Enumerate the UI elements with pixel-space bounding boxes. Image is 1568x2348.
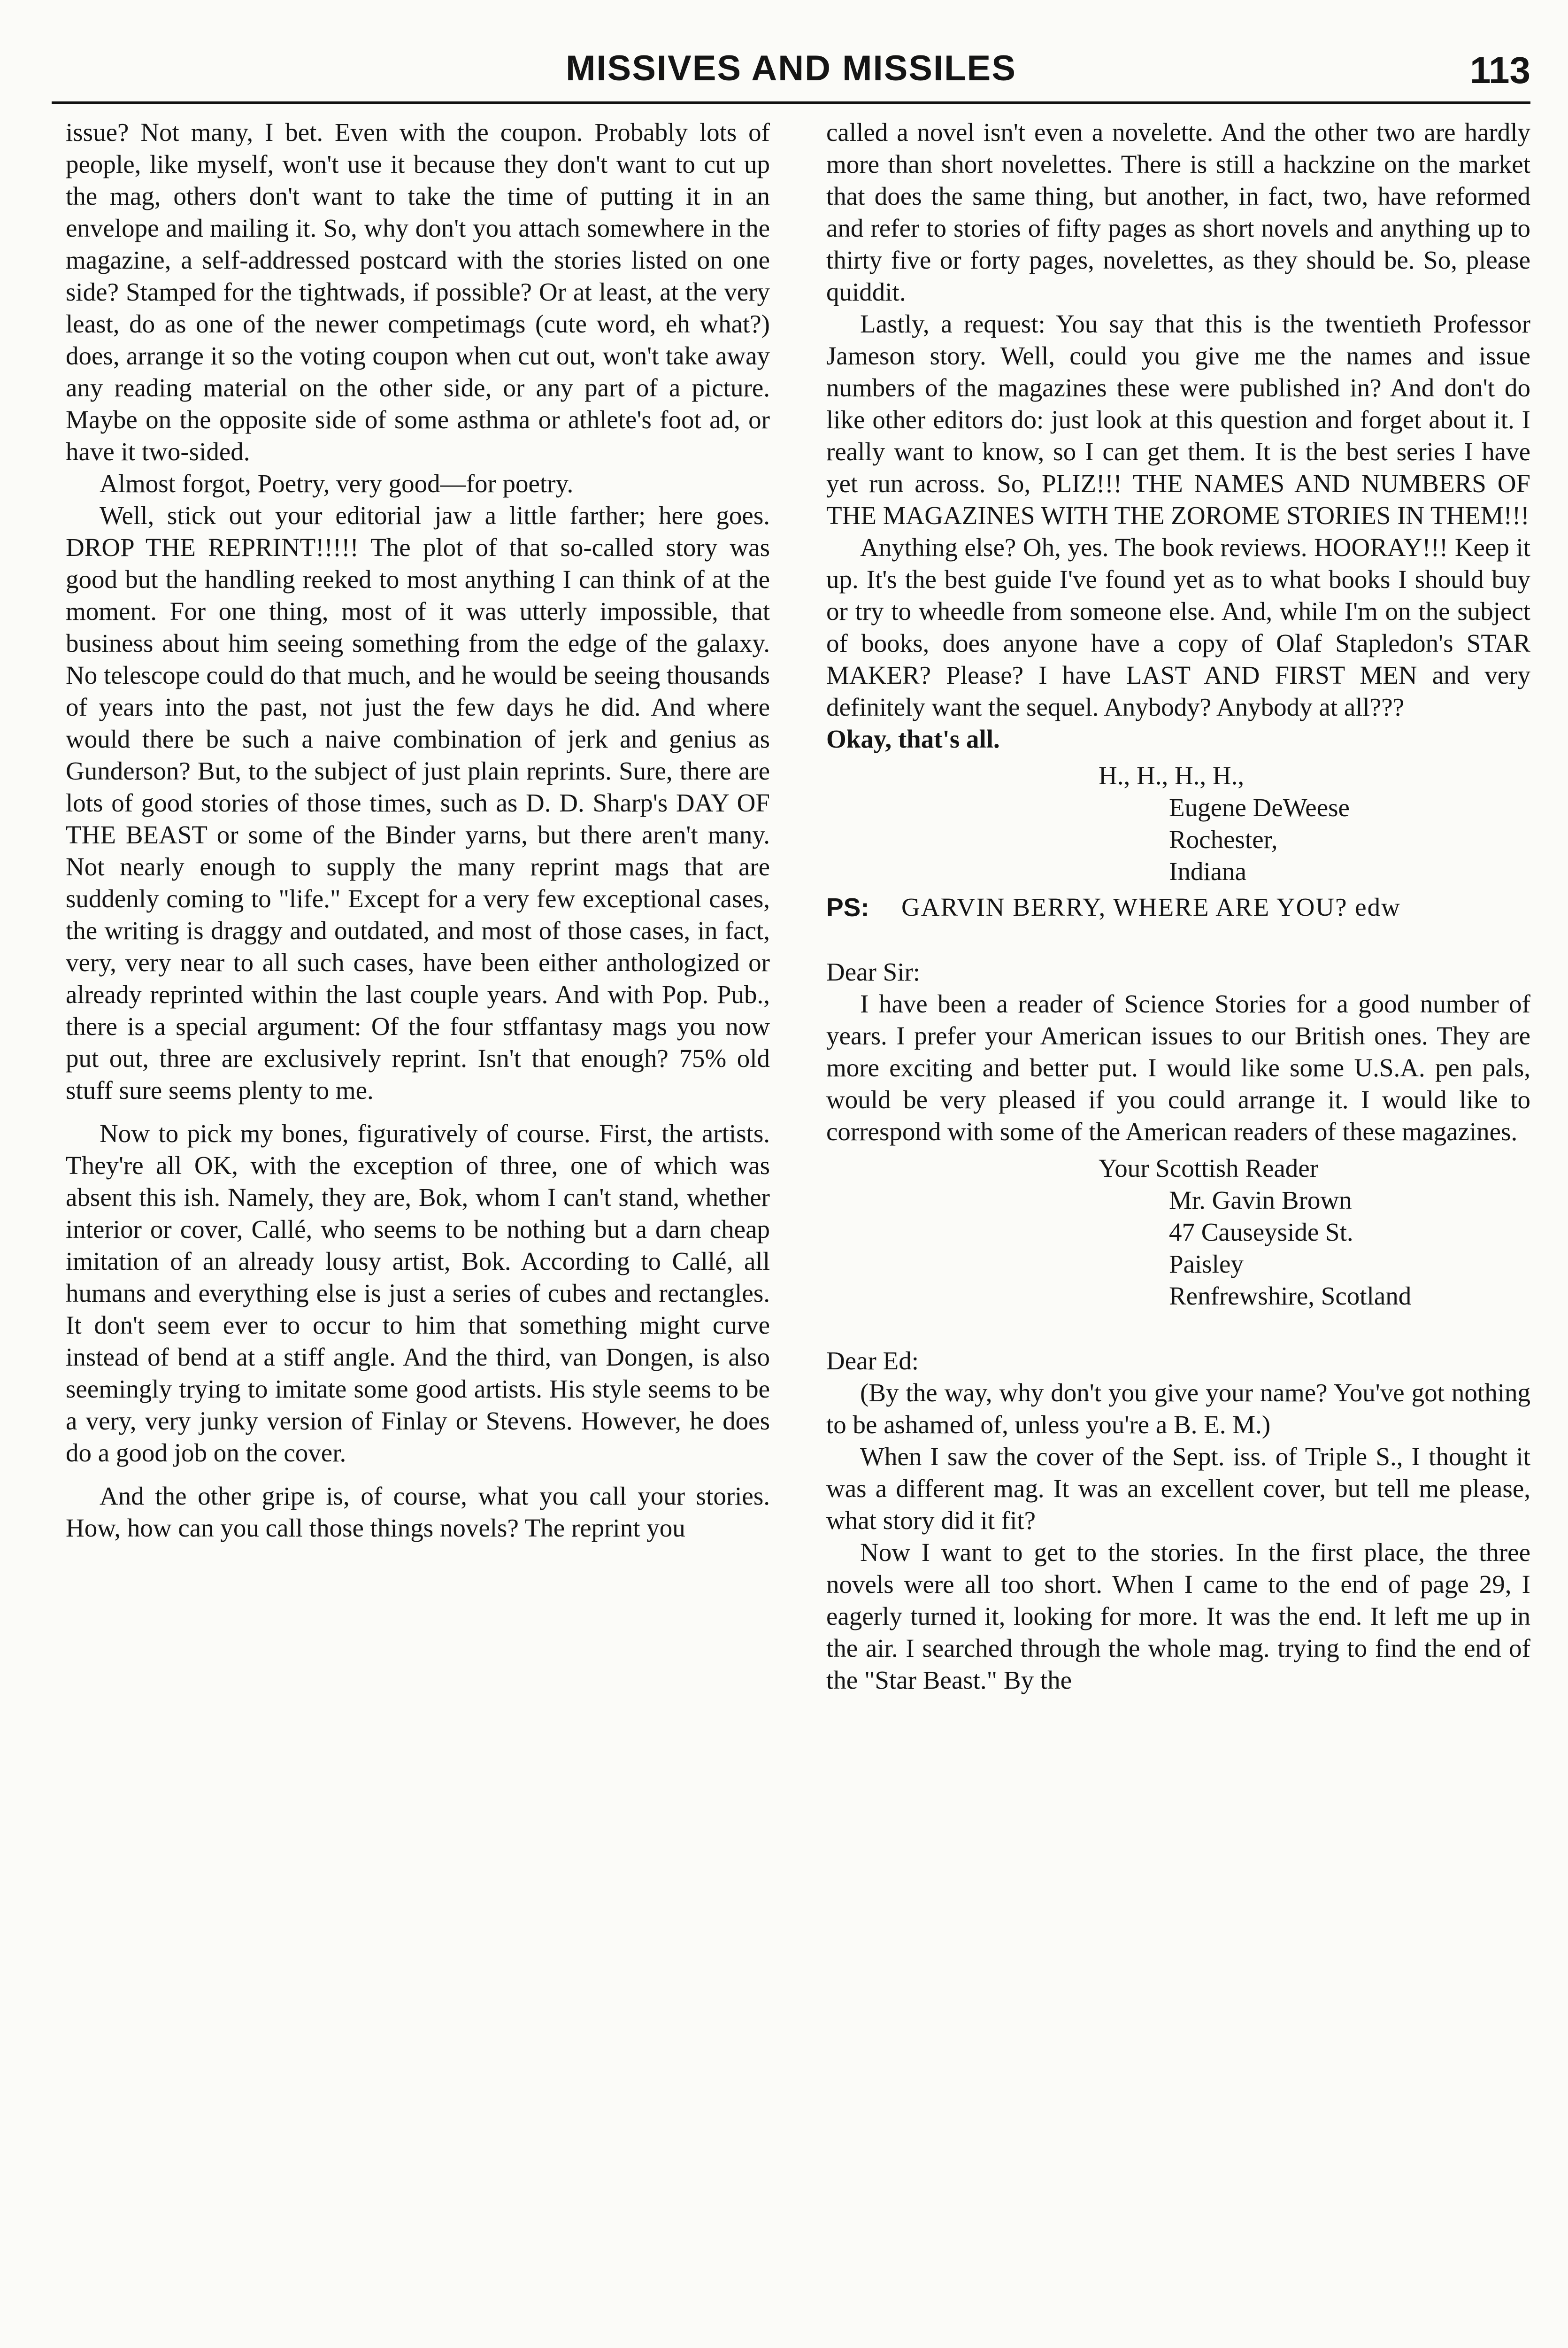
signature-line: H., H., H., H., (1099, 761, 1245, 790)
signature-town: Paisley (1169, 1250, 1244, 1278)
signature-street: 47 Causeyside St. (1169, 1218, 1353, 1246)
section-title: MISSIVES AND MISSILES (566, 48, 1016, 88)
letter-paragraph: Lastly, a request: You say that this is the twentieth Professor Jameson story. Well, could you give me the names and issue numbers of the magazines these were published in? And don't do like other editors do: just look at this question and forget about it. I really want to know, so I can get them. It is the best series I have yet run across. So, PLIZ!!! THE NAMES AND NUMBERS OF THE MAGAZINES WITH THE ZOROME STORIES IN THEM!!! (826, 309, 1530, 530)
letter-salutation: Dear Ed: (826, 1346, 919, 1375)
signature-name: Eugene DeWeese (1169, 793, 1350, 822)
signature-block (826, 1152, 1530, 1312)
page-number: 113 (1469, 49, 1530, 91)
postscript-text: GARVIN BERRY, WHERE ARE YOU? edw (901, 893, 1401, 921)
letter-paragraph: Anything else? Oh, yes. The book reviews. HOORAY!!! Keep it up. It's the best guide I've found yet as to what books I should buy or try to wheedle from someone else. And, while I'm on the subject of books, does anyone have a copy of Olaf Stapledon's STAR MAKER? Please? I have LAST AND FIRST MEN and very definitely want the sequel. Anybody? Anybody at all??? (826, 533, 1530, 721)
signature-name: Mr. Gavin Brown (1169, 1186, 1352, 1214)
left-paragraph: Well, stick out your editorial jaw a little farther; here goes. DROP THE REPRINT!!!!! The plot of that so-called story was good but the handling reeked to most anything I can think of at the moment. For one thing, most of it was utterly impossible, that business about him seeing something from the edge of the galaxy. No telescope could do that much, and he would be seeing thousands of years into the past, not just the few days he did. And where would there be such a naive combination of jerk and genius as Gunderson? But, to the subject of just plain reprints. Sure, there are lots of good stories of those times, such as D. D. Sharp's DAY OF THE BEAST or some of the Binder yarns, but there aren't many. Not nearly enough to supply the many reprint mags that are suddenly coming to "life." Except for a very few exceptional cases, the writing is draggy and outdated, and most of those cases, in fact, very, very near to all such cases, have been either anthologized or already reprinted within the last couple years. And with Pop. Pub., there is a special argument: Of the four stffantasy mags you now put out, three are exclusively reprint. Isn't that enough? 75% old stuff sure seems plenty to me. (66, 501, 770, 1104)
left-paragraph: Almost forgot, Poetry, very good—for poetry. (100, 469, 574, 498)
signature-city: Rochester, (1169, 825, 1278, 854)
letter-salutation: Dear Sir: (826, 958, 921, 986)
signature-region: Renfrewshire, Scotland (1169, 1282, 1412, 1310)
left-paragraph: issue? Not many, I bet. Even with the coupon. Probably lots of people, like myself, won't use it because they don't want to cut up the mag, others don't want to take the time of putting it in an envelope and mailing it. So, why don't you attach somewhere in the magazine, a self-addressed postcard with the stories listed on one side? Stamped for the tightwads, if possible? Or at least, at the very least, do as one of the newer competimags (cute word, eh what?) does, arrange it so the voting coupon when cut out, won't take away any reading material on the other side, or any part of a picture. Maybe on the opposite side of some asthma or athlete's foot ad, or have it two-sided. (66, 118, 770, 466)
left-paragraph: And the other gripe is, of course, what you call your stories. How, how can you call those things novels? The reprint you (66, 1482, 770, 1542)
letter-paragraph: (By the way, why don't you give your name? You've got nothing to be ashamed of, unless you're a B. E. M.) (826, 1378, 1530, 1439)
letter-paragraph: I have been a reader of Science Stories for a good number of years. I prefer your American issues to our British ones. They are more exciting and better put. I would like some U.S.A. pen pals, would be very pleased if you could arrange it. I would like to correspond with some of the American readers of these magazines. (826, 989, 1530, 1146)
letter-paragraph: Now I want to get to the stories. In the first place, the three novels were all too short. When I came to the end of page 29, I eagerly turned it, looking for more. It was the end. It left me up in the air. I searched through the whole mag. trying to find the end of the "Star Beast." By the (826, 1538, 1530, 1694)
letter-paragraph: called a novel isn't even a novelette. And the other two are hardly more than short novelettes. There is still a hackzine on the market that does the same thing, but another, in fact, two, have reformed and refer to stories of fifty pages as short novels and anything up to thirty five or forty pages, novelettes, as they should be. So, please quiddit. (826, 118, 1530, 306)
header-rule (52, 101, 1530, 104)
right-column (826, 116, 1530, 2348)
page-header (52, 41, 1530, 107)
letter-closing: Okay, that's all. (826, 725, 1000, 753)
left-paragraph: Now to pick my bones, figuratively of course. First, the artists. They're all OK, with the exception of three, one of which was absent this ish. Namely, they are, Bok, whom I can't stand, whether interior or cover, Callé, who seems to be nothing but a darn cheap imitation of an already lousy artist, Bok. According to Callé, all humans and everything else is just a series of cubes and rectangles. It don't seem ever to occur to him that something might curve instead of bend at a stiff angle. And the third, van Dongen, is also seemingly trying to imitate some good artists. His style seems to be a very, very junky version of Finlay or Stevens. However, he does do a good job on the cover. (66, 1119, 770, 1467)
signature-line: Your Scottish Reader (1099, 1154, 1319, 1182)
signature-state: Indiana (1169, 857, 1246, 886)
postscript (826, 891, 1530, 923)
letter-paragraph: When I saw the cover of the Sept. iss. of Triple S., I thought it was a different mag. It was an excellent cover, but tell me please, what story did it fit? (826, 1442, 1530, 1535)
postscript-label: PS: (826, 893, 869, 922)
left-column (66, 116, 770, 2348)
signature-block (826, 760, 1530, 888)
